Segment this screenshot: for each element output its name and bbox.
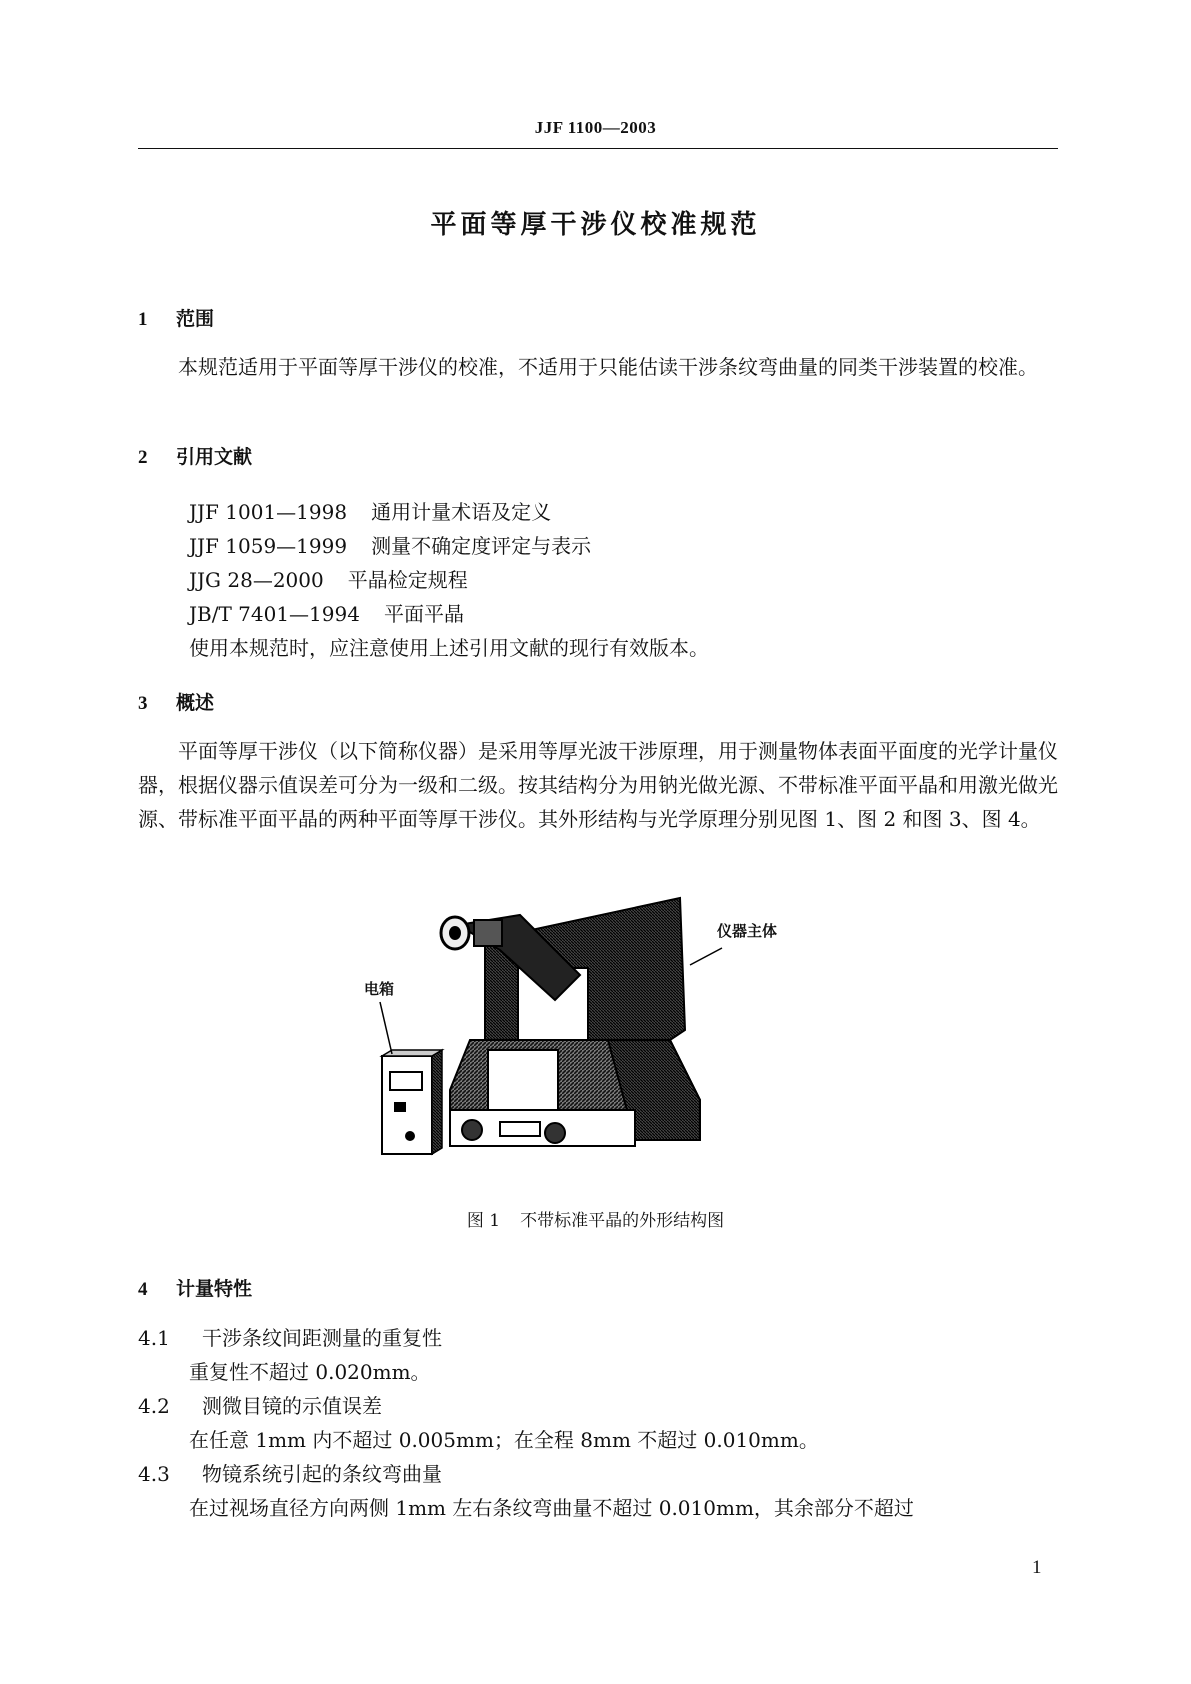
- caption-text: 不带标准平晶的外形结构图: [520, 1211, 725, 1231]
- subsection-heading: [138, 1322, 442, 1351]
- reference-code: JB/T 7401—1994: [189, 602, 360, 626]
- subsection-text: 在任意 1mm 内不超过 0.005mm；在全程 8mm 不超过 0.010mm。: [189, 1428, 819, 1452]
- caption-number: 图 1: [466, 1211, 501, 1231]
- section-heading-scope: [138, 304, 214, 331]
- figure-instrument: [364, 890, 790, 1184]
- subsection-heading: [138, 1458, 442, 1487]
- reference-name: 通用计量术语及定义: [371, 500, 552, 524]
- scope-paragraph: 本规范适用于平面等厚干涉仪的校准，不适用于只能估读干涉条纹弯曲量的同类干涉装置的校准。: [178, 355, 1038, 379]
- reference-code: JJF 1001—1998: [189, 500, 348, 524]
- subsection-heading: [138, 1390, 382, 1419]
- subsection-title: 物镜系统引起的条纹弯曲量: [202, 1462, 442, 1486]
- reference-name: 平面平晶: [383, 602, 464, 626]
- overview-paragraph: 平面等厚干涉仪（以下简称仪器）是采用等厚光波干涉原理，用于测量物体表面平面度的光学计量仪器，根据仪器示值误差可分为一级和二级。按其结构分为用钠光做光源、不带标准平面平晶和用激光做光源、带标准平面平晶的两种平面等厚干涉仪。其外形结构与光学原理分别见图 1、图 2 和图 3、图 4。: [138, 739, 1058, 831]
- section-heading-references: [138, 442, 252, 469]
- section-title: 范围: [176, 308, 215, 330]
- subsection-title: 干涉条纹间距测量的重复性: [202, 1326, 442, 1350]
- label-electrical-box: 电箱: [364, 980, 395, 998]
- section-heading-metrology: [138, 1274, 252, 1301]
- subsection-text: 在过视场直径方向两侧 1mm 左右条纹弯曲量不超过 0.010mm，其余部分不超过: [189, 1496, 914, 1520]
- section-title: 引用文献: [176, 446, 253, 468]
- reference-item: [189, 496, 551, 525]
- subsection-title: 测微目镜的示值误差: [202, 1394, 382, 1418]
- page-number: 1: [1032, 1557, 1042, 1578]
- reference-item: [189, 564, 468, 593]
- subsection-number: 4.1: [138, 1326, 170, 1350]
- subsection-number: 4.2: [138, 1394, 170, 1418]
- section-number: 4: [138, 1279, 148, 1300]
- reference-item: [189, 530, 591, 559]
- header-rule: [138, 148, 1058, 149]
- reference-code: JJF 1059—1999: [189, 534, 348, 558]
- reference-name: 测量不确定度评定与表示: [371, 534, 592, 558]
- section-title: 概述: [176, 692, 215, 714]
- document-code-header: JJF 1100—2003: [534, 118, 657, 137]
- reference-item: [189, 598, 464, 627]
- label-instrument-body: 仪器主体: [717, 922, 778, 940]
- reference-code: JJG 28—2000: [189, 568, 324, 592]
- reference-name: 平晶检定规程: [347, 568, 468, 592]
- figure-caption: [0, 1206, 1191, 1231]
- section-heading-overview: [138, 688, 214, 715]
- section-number: 1: [138, 309, 148, 330]
- subsection-number: 4.3: [138, 1462, 170, 1486]
- subsection-text: 重复性不超过 0.020mm。: [189, 1360, 431, 1384]
- section-number: 3: [138, 693, 148, 714]
- section-title: 计量特性: [176, 1278, 253, 1300]
- document-title: 平面等厚干涉仪校准规范: [430, 210, 761, 240]
- references-note: 使用本规范时，应注意使用上述引用文献的现行有效版本。: [189, 636, 709, 660]
- section-number: 2: [138, 447, 148, 468]
